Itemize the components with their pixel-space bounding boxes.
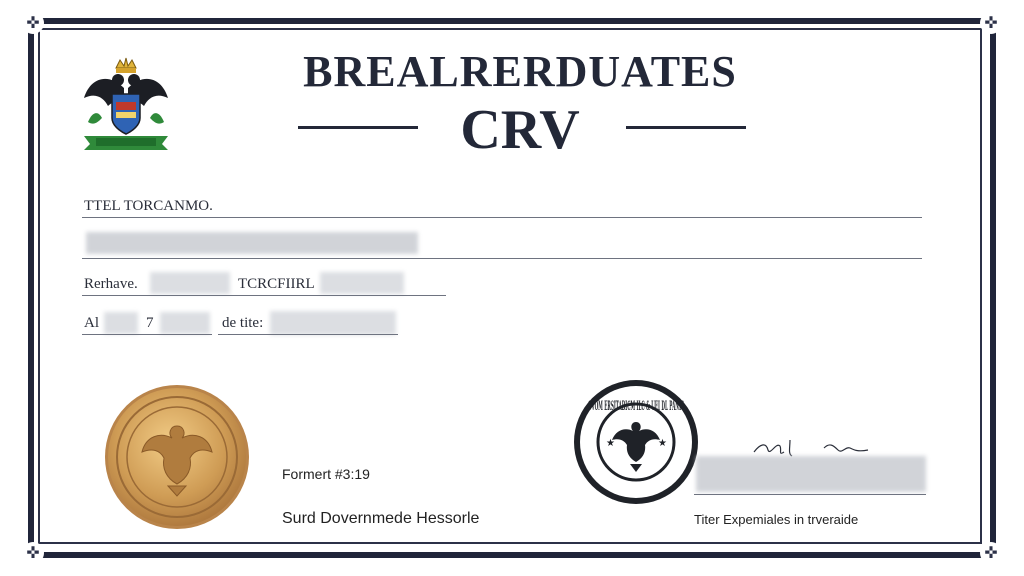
signature-line [694,494,926,495]
corner-ornament-icon: ✜ [980,542,1002,564]
name-field-line [82,258,922,259]
redacted-holder-value [150,272,230,294]
certificate-field-label: TCRCFIIRL [238,276,315,292]
redacted-signatory-name [696,456,926,492]
issue-date-line [218,334,398,335]
redacted-name-field [86,232,418,254]
corner-ornament-icon: ✜ [980,12,1002,34]
format-number: Formert #3:19 [282,466,370,482]
corner-ornament-icon: ✜ [22,12,44,34]
issuing-authority: Surd Dovernmede Hessorle [282,510,480,527]
official-round-stamp [572,378,700,506]
title-field-line [82,217,922,218]
redacted-issue-date [270,311,396,335]
svg-text:★: ★ [658,438,667,449]
coat-of-arms-emblem [78,58,174,154]
title-rule-left [298,126,418,129]
corner-ornament-icon: ✜ [22,542,44,564]
holder-field-line [82,295,446,296]
signature-caption: Titer Expemiales in trveraide [694,512,859,527]
stamp-text: OVOM ERSITABICM ILC & UEI DL PANIS [588,399,684,414]
gold-foil-seal [102,382,252,532]
holder-field-label: Rerhave. [84,276,138,292]
title-field-label: TTEL TORCANMO. [84,198,213,214]
certificate-subtitle: CRV [460,99,580,161]
certificate-title: BREALRERDUATES [303,47,737,96]
redacted-date-part [160,312,210,334]
date-field-label: Al [84,315,99,331]
date-field-value: 7 [146,315,154,331]
redacted-certificate-value [320,272,404,294]
svg-text:★: ★ [606,438,615,449]
title-rule-right [626,126,746,129]
redacted-date-part [104,312,138,334]
date-field-line [82,334,212,335]
issue-date-label: de tite: [222,315,264,331]
